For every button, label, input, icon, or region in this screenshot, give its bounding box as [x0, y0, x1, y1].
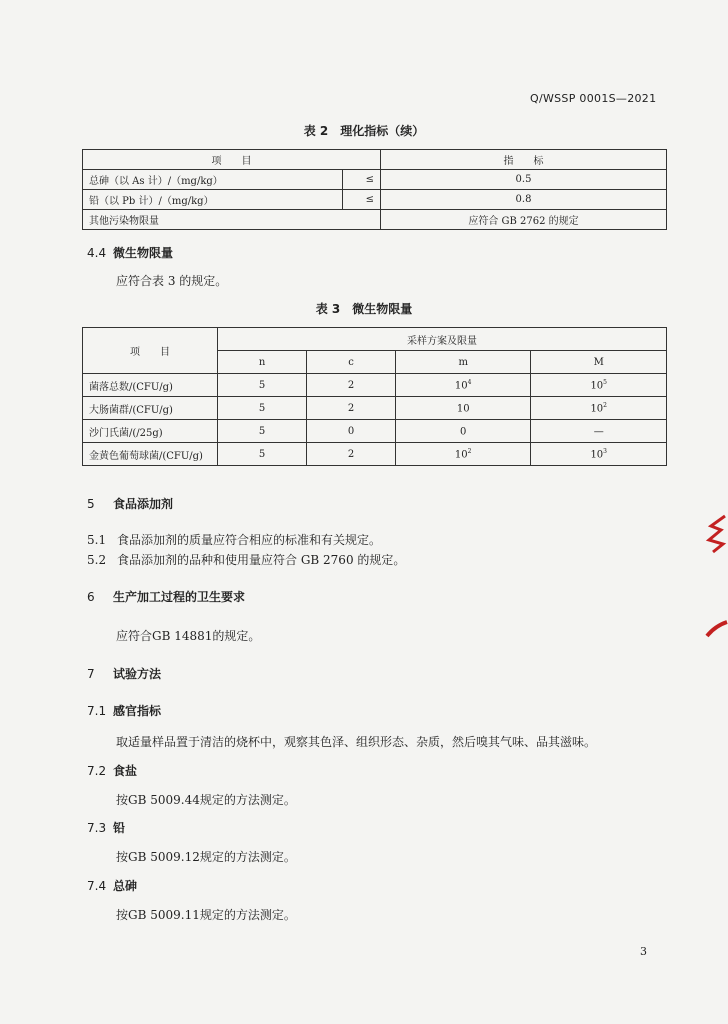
value-base: 0: [460, 426, 467, 438]
section-number: 7.1: [87, 704, 107, 718]
value-base: 10: [590, 449, 604, 461]
section-7-1-text: 取适量样品置于清洁的烧杯中，观察其色泽、组织形态、杂质，然后嗅其气味、品其滋味。: [116, 735, 597, 749]
section-5-1-text: [87, 531, 381, 548]
table-row: [83, 443, 667, 466]
table3-cell-M: [531, 443, 667, 466]
section-number: 7: [87, 667, 95, 681]
table3-cell-M: [531, 374, 667, 397]
section-number: 5.1: [87, 533, 107, 547]
table-row: [83, 190, 667, 210]
value-exponent: 5: [603, 378, 607, 386]
table2-cell-item: 总砷（以 As 计）/（mg/kg）: [83, 170, 343, 190]
table2-cell-op: ≤: [343, 190, 381, 210]
table2-cell-value: 0.8: [381, 190, 667, 210]
value-base: 10: [454, 380, 468, 392]
section-title: 铅: [113, 821, 126, 835]
table2-cell-value: 应符合 GB 2762 的规定: [381, 210, 667, 230]
value-exponent: 4: [467, 378, 472, 386]
value-exponent: 2: [467, 447, 472, 455]
table2-header-item: 项 目: [83, 150, 381, 170]
table3-cell-item: 金黄色葡萄球菌/(CFU/g): [83, 443, 218, 466]
table3-microbial-limits: [82, 327, 667, 466]
section-7-2-text: 按GB 5009.44规定的方法测定。: [116, 793, 296, 807]
table3-cell-n: 5: [218, 443, 307, 466]
table3-cell-m: [395, 397, 531, 420]
section-number: 7.2: [87, 764, 107, 778]
table3-cell-item: 大肠菌群/(CFU/g): [83, 397, 218, 420]
table3-subheader-M: M: [531, 351, 667, 374]
section-7-4-text: 按GB 5009.11规定的方法测定。: [116, 908, 296, 922]
section-7-1-heading: [87, 702, 161, 719]
table2-physicochemical: [82, 149, 667, 230]
table3-subheader-m: m: [395, 351, 531, 374]
value-base: 10: [590, 403, 604, 415]
section-number: 5.2: [87, 553, 107, 567]
page-number: 3: [640, 945, 647, 958]
section-4-4-text: 应符合表 3 的规定。: [116, 274, 228, 288]
table-row: [83, 170, 667, 190]
table3-cell-item: 菌落总数/(CFU/g): [83, 374, 218, 397]
value-exponent: 3: [603, 447, 607, 455]
table3-header-item: 项 目: [83, 328, 218, 374]
table3-cell-n: 5: [218, 420, 307, 443]
section-title: 感官指标: [113, 704, 162, 718]
section-7-heading: [87, 665, 161, 682]
table2-title: 表 2 理化指标（续）: [303, 124, 425, 138]
table-row: [83, 210, 667, 230]
value-base: 10: [454, 449, 468, 461]
section-text: 食品添加剂的品种和使用量应符合 GB 2760 的规定。: [117, 553, 406, 567]
section-5-2-text: [87, 551, 405, 568]
table3-cell-M: [531, 420, 667, 443]
section-title: 试验方法: [113, 667, 162, 681]
table3-subheader-n: n: [218, 351, 307, 374]
table3-cell-M: [531, 397, 667, 420]
value-base: 10: [456, 403, 470, 415]
table3-header-row: [83, 328, 667, 351]
seal-stamp-fragment: [703, 512, 728, 556]
section-number: 6: [87, 590, 95, 604]
table3-cell-c: 0: [307, 420, 396, 443]
table3-title: 表 3 微生物限量: [315, 302, 413, 316]
table2-cell-op: ≤: [343, 170, 381, 190]
section-number: 4.4: [87, 246, 107, 260]
table2-header-row: [83, 150, 667, 170]
section-6-heading: [87, 588, 245, 605]
table3-cell-m: [395, 420, 531, 443]
value-base: 10: [590, 380, 604, 392]
table3-cell-m: [395, 374, 531, 397]
table-row: [83, 397, 667, 420]
document-code: Q/WSSP 0001S—2021: [530, 92, 657, 105]
value-exponent: 2: [603, 401, 607, 409]
section-number: 7.4: [87, 879, 107, 893]
table2-cell-value: 0.5: [381, 170, 667, 190]
table2-cell-item: 铅（以 Pb 计）/（mg/kg）: [83, 190, 343, 210]
section-title: 微生物限量: [113, 246, 174, 260]
table3-cell-c: 2: [307, 397, 396, 420]
section-6-text: 应符合GB 14881的规定。: [116, 629, 261, 643]
section-7-2-heading: [87, 762, 137, 779]
section-title: 总砷: [113, 879, 138, 893]
section-5-heading: [87, 495, 173, 512]
section-4-4-heading: [87, 244, 173, 261]
section-title: 生产加工过程的卫生要求: [113, 590, 246, 604]
table3-cell-c: 2: [307, 443, 396, 466]
section-7-3-heading: [87, 819, 125, 836]
section-text: 食品添加剂的质量应符合相应的标准和有关规定。: [117, 533, 382, 547]
section-number: 7.3: [87, 821, 107, 835]
table3-header-group: 采样方案及限量: [218, 328, 667, 351]
table2-header-value: 指 标: [381, 150, 667, 170]
table3-cell-m: [395, 443, 531, 466]
section-number: 5: [87, 497, 95, 511]
table3-cell-c: 2: [307, 374, 396, 397]
section-title: 食盐: [113, 764, 138, 778]
table3-cell-n: 5: [218, 374, 307, 397]
table3-cell-item: 沙门氏菌/(/25g): [83, 420, 218, 443]
seal-stamp-fragment: [703, 616, 728, 642]
section-7-4-heading: [87, 877, 137, 894]
table2-cell-item: 其他污染物限量: [83, 210, 381, 230]
table3-subheader-c: c: [307, 351, 396, 374]
value-base: —: [593, 426, 604, 438]
table-row: [83, 420, 667, 443]
section-7-3-text: 按GB 5009.12规定的方法测定。: [116, 850, 296, 864]
table-row: [83, 374, 667, 397]
section-title: 食品添加剂: [113, 497, 174, 511]
table3-cell-n: 5: [218, 397, 307, 420]
